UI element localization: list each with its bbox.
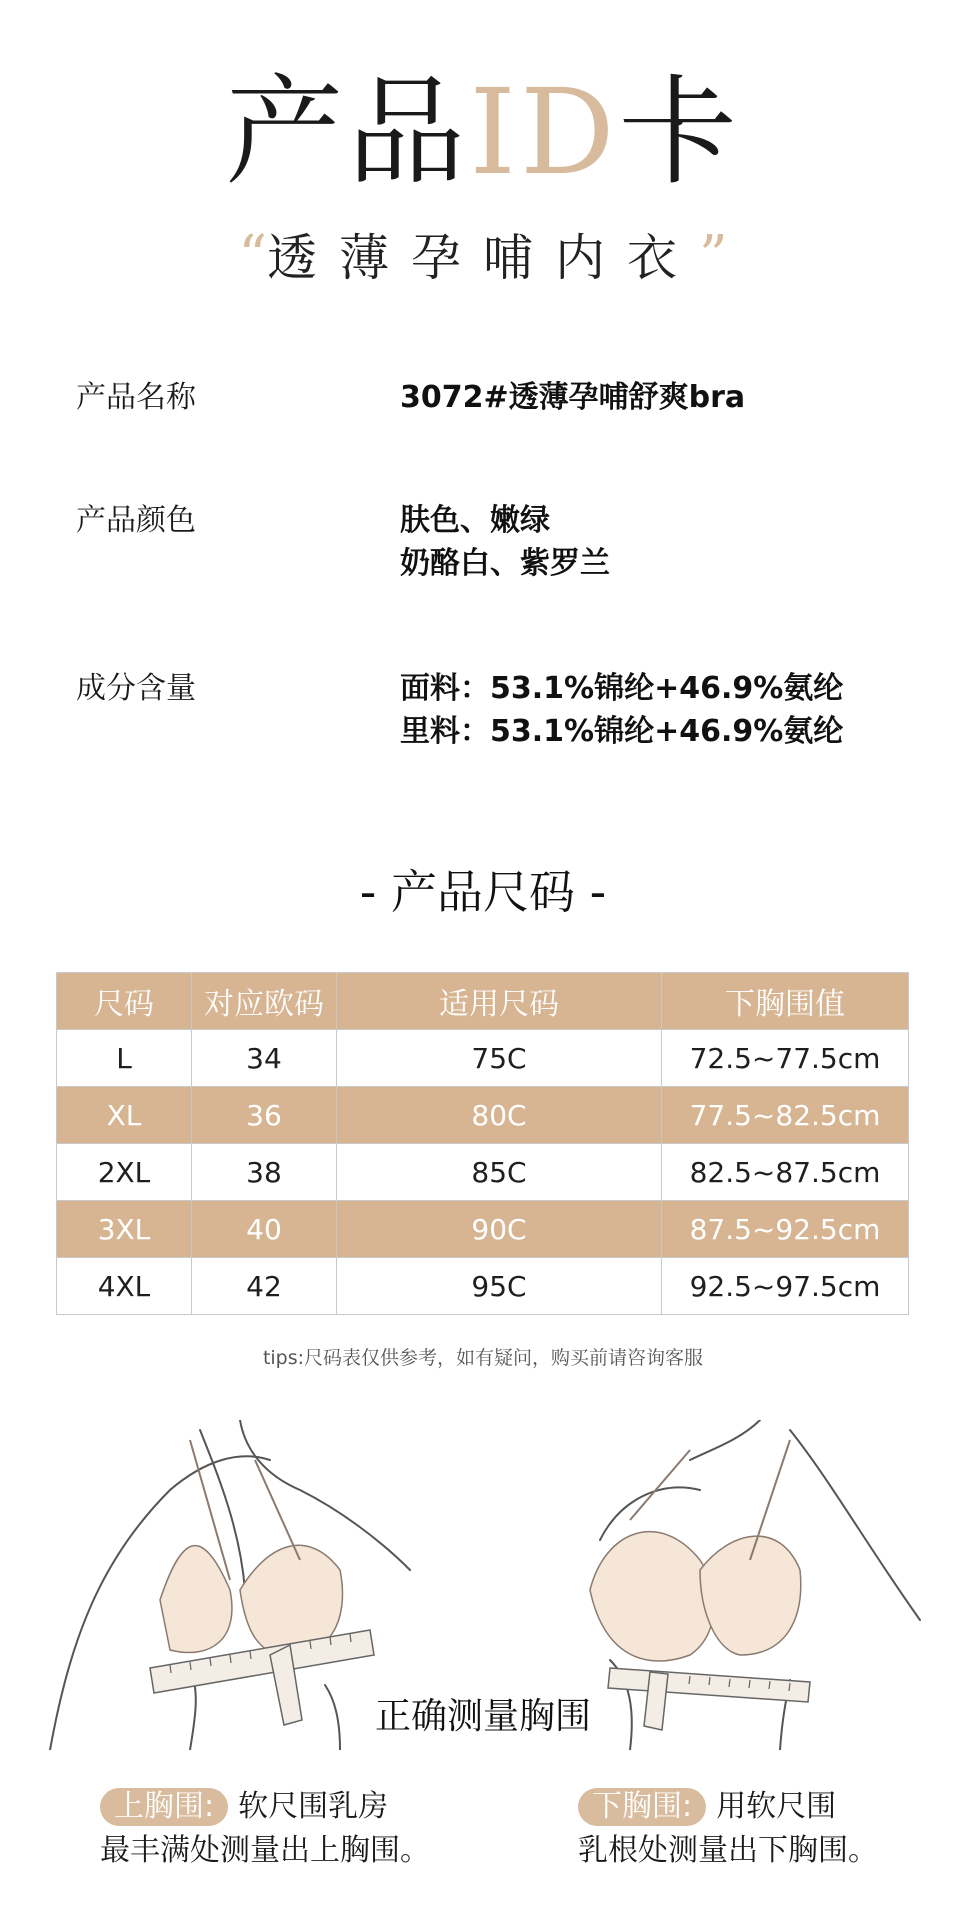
info-label: 成分含量 — [76, 671, 196, 706]
lower-bust-tag: 下胸围: — [578, 1788, 706, 1826]
info-value: 奶酪白、紫罗兰 — [400, 546, 610, 581]
bra-cup-left — [160, 1546, 232, 1653]
lower-bust-note — [578, 1785, 878, 1873]
table-cell: 87.5~92.5cm — [662, 1201, 909, 1258]
table-cell: 4XL — [57, 1258, 192, 1315]
body-outline — [690, 1420, 760, 1460]
table-cell: 85C — [337, 1144, 662, 1201]
upper-bust-note — [100, 1785, 430, 1873]
lower-bust-line1: 用软尺围 — [716, 1789, 837, 1824]
info-value: 肤色、嫩绿 — [400, 503, 550, 538]
upper-bust-line1: 软尺围乳房 — [238, 1789, 389, 1824]
bra-cup — [590, 1532, 714, 1661]
body-outline — [240, 1420, 410, 1570]
bra-strap — [630, 1450, 690, 1520]
info-label: 产品颜色 — [76, 503, 196, 538]
bra-strap — [255, 1460, 300, 1560]
table-cell: L — [57, 1030, 192, 1087]
table-cell: 82.5~87.5cm — [662, 1144, 909, 1201]
upper-bust-line2: 最丰满处测量出上胸围。 — [100, 1833, 430, 1868]
open-quote: “ — [238, 224, 267, 289]
table-header: 尺码 — [57, 973, 192, 1030]
table-header: 下胸围值 — [662, 973, 909, 1030]
table-cell: 42 — [192, 1258, 337, 1315]
table-cell: 75C — [337, 1030, 662, 1087]
bra-cup — [700, 1536, 801, 1655]
size-tips: tips:尺码表仅供参考，如有疑问，购买前请咨询客服 — [262, 1347, 704, 1369]
title-part-2: 卡 — [618, 63, 741, 201]
table-row — [57, 1087, 909, 1144]
arm-outline — [790, 1430, 920, 1620]
close-quote: ” — [699, 224, 728, 289]
table-cell: 36 — [192, 1087, 337, 1144]
table-cell: 40 — [192, 1201, 337, 1258]
table-header: 适用尺码 — [337, 973, 662, 1030]
table-row — [57, 1258, 909, 1315]
info-value: 里料：53.1%锦纶+46.9%氨纶 — [400, 714, 844, 749]
table-cell: 90C — [337, 1201, 662, 1258]
table-header: 对应欧码 — [192, 973, 337, 1030]
size-section-title: - 产品尺码 - — [359, 865, 607, 919]
title-part-1: 产品 — [225, 63, 470, 201]
table-row — [57, 1201, 909, 1258]
upper-bust-tag: 上胸围: — [100, 1788, 228, 1826]
title-part-accent: ID — [469, 63, 619, 201]
info-label: 产品名称 — [76, 380, 196, 415]
table-cell: 77.5~82.5cm — [662, 1087, 909, 1144]
page-subtitle — [0, 222, 966, 293]
lower-bust-line2: 乳根处测量出下胸围。 — [578, 1833, 878, 1868]
table-row — [57, 1030, 909, 1087]
size-table — [56, 972, 909, 1315]
info-value: 面料：53.1%锦纶+46.9%氨纶 — [400, 671, 844, 706]
subtitle-text: 透薄孕哺内衣 — [267, 229, 699, 287]
page-title — [0, 62, 966, 202]
table-header-row — [57, 973, 909, 1030]
table-cell: XL — [57, 1087, 192, 1144]
info-value: 3072#透薄孕哺舒爽bra — [400, 380, 746, 415]
table-cell: 80C — [337, 1087, 662, 1144]
table-cell: 95C — [337, 1258, 662, 1315]
table-cell: 92.5~97.5cm — [662, 1258, 909, 1315]
table-cell: 72.5~77.5cm — [662, 1030, 909, 1087]
table-cell: 3XL — [57, 1201, 192, 1258]
measure-caption: 正确测量胸围 — [374, 1696, 591, 1737]
table-cell: 34 — [192, 1030, 337, 1087]
table-cell: 38 — [192, 1144, 337, 1201]
table-cell: 2XL — [57, 1144, 192, 1201]
table-row — [57, 1144, 909, 1201]
